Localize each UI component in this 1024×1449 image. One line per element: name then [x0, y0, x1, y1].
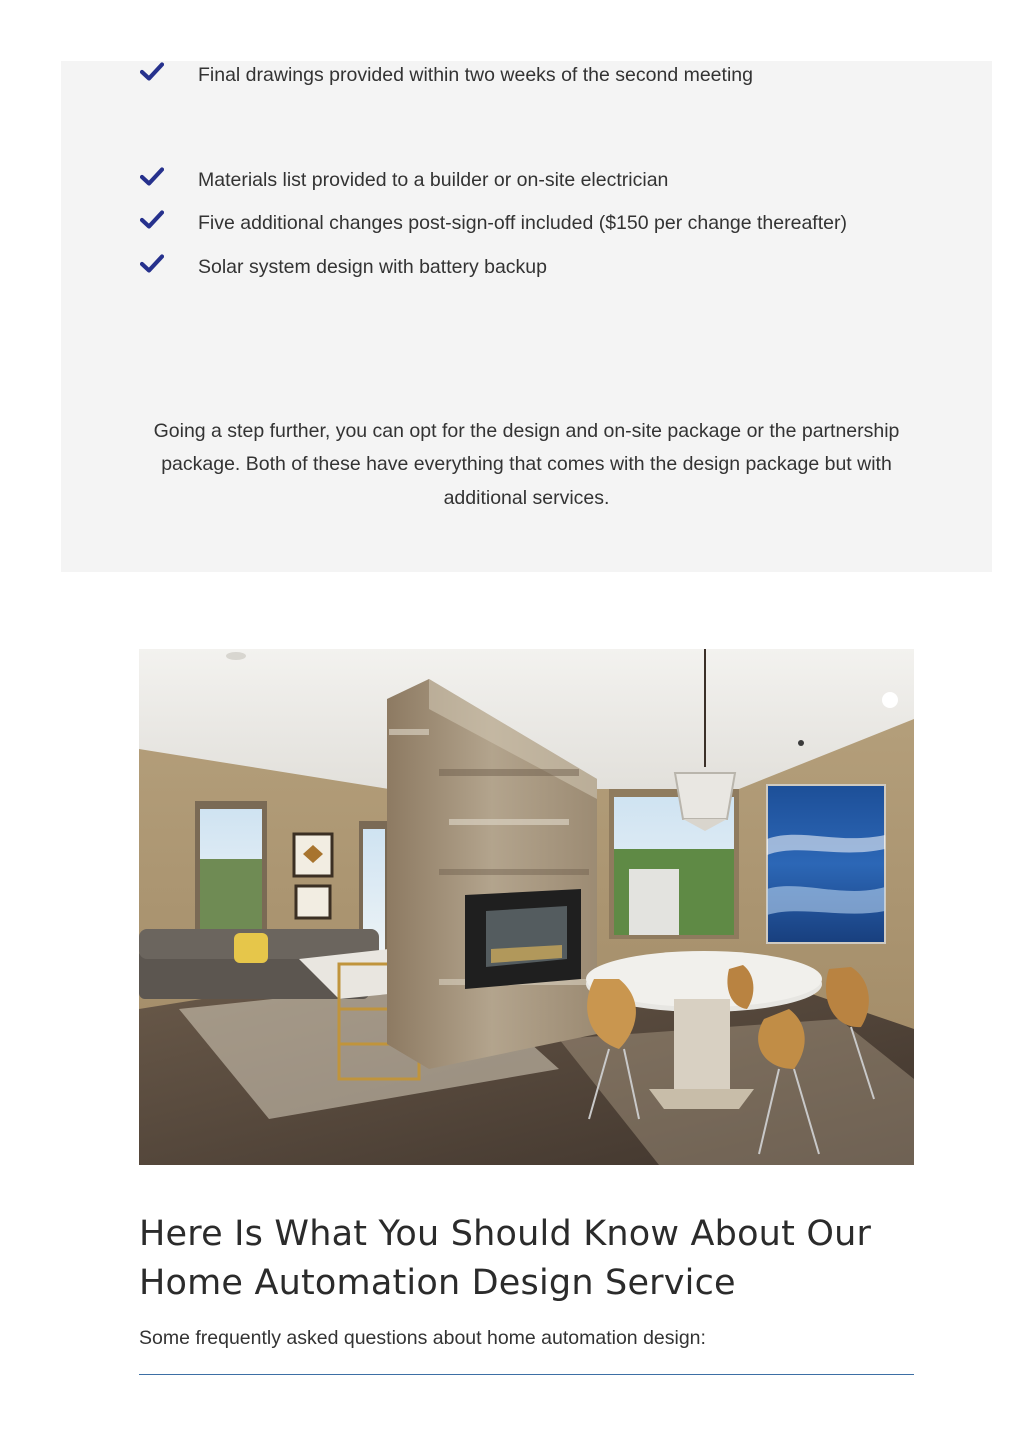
- feature-item: [140, 167, 920, 197]
- living-dining-room-photo: [139, 649, 914, 1165]
- checkmark-icon: [140, 167, 164, 187]
- feature-item-text: Solar system design with battery backup: [198, 256, 548, 278]
- faq-section-heading: Here Is What You Should Know About Our Home Automation Design Service: [139, 1214, 872, 1303]
- feature-item-text: Materials list provided to a builder or on-site electrician: [198, 169, 669, 191]
- feature-item-text: Final drawings provided within two weeks of the second meeting: [198, 64, 753, 86]
- checkmark-icon: [140, 210, 164, 230]
- feature-item: [140, 210, 920, 240]
- feature-item-text: Five additional changes post-sign-off included ($150 per change thereafter): [198, 212, 847, 234]
- checkmark-icon: [140, 62, 164, 82]
- package-intro-paragraph: Going a step further, you can opt for the design and on-site package or the partnership package. Both of these have everything that comes with the design package but with additional services.: [153, 419, 900, 509]
- checkmark-icon: [140, 254, 164, 274]
- feature-item: [140, 62, 920, 92]
- feature-item: [140, 254, 920, 284]
- faq-section-subtext: Some frequently asked questions about home automation design:: [139, 1327, 706, 1349]
- section-divider: [139, 1374, 914, 1375]
